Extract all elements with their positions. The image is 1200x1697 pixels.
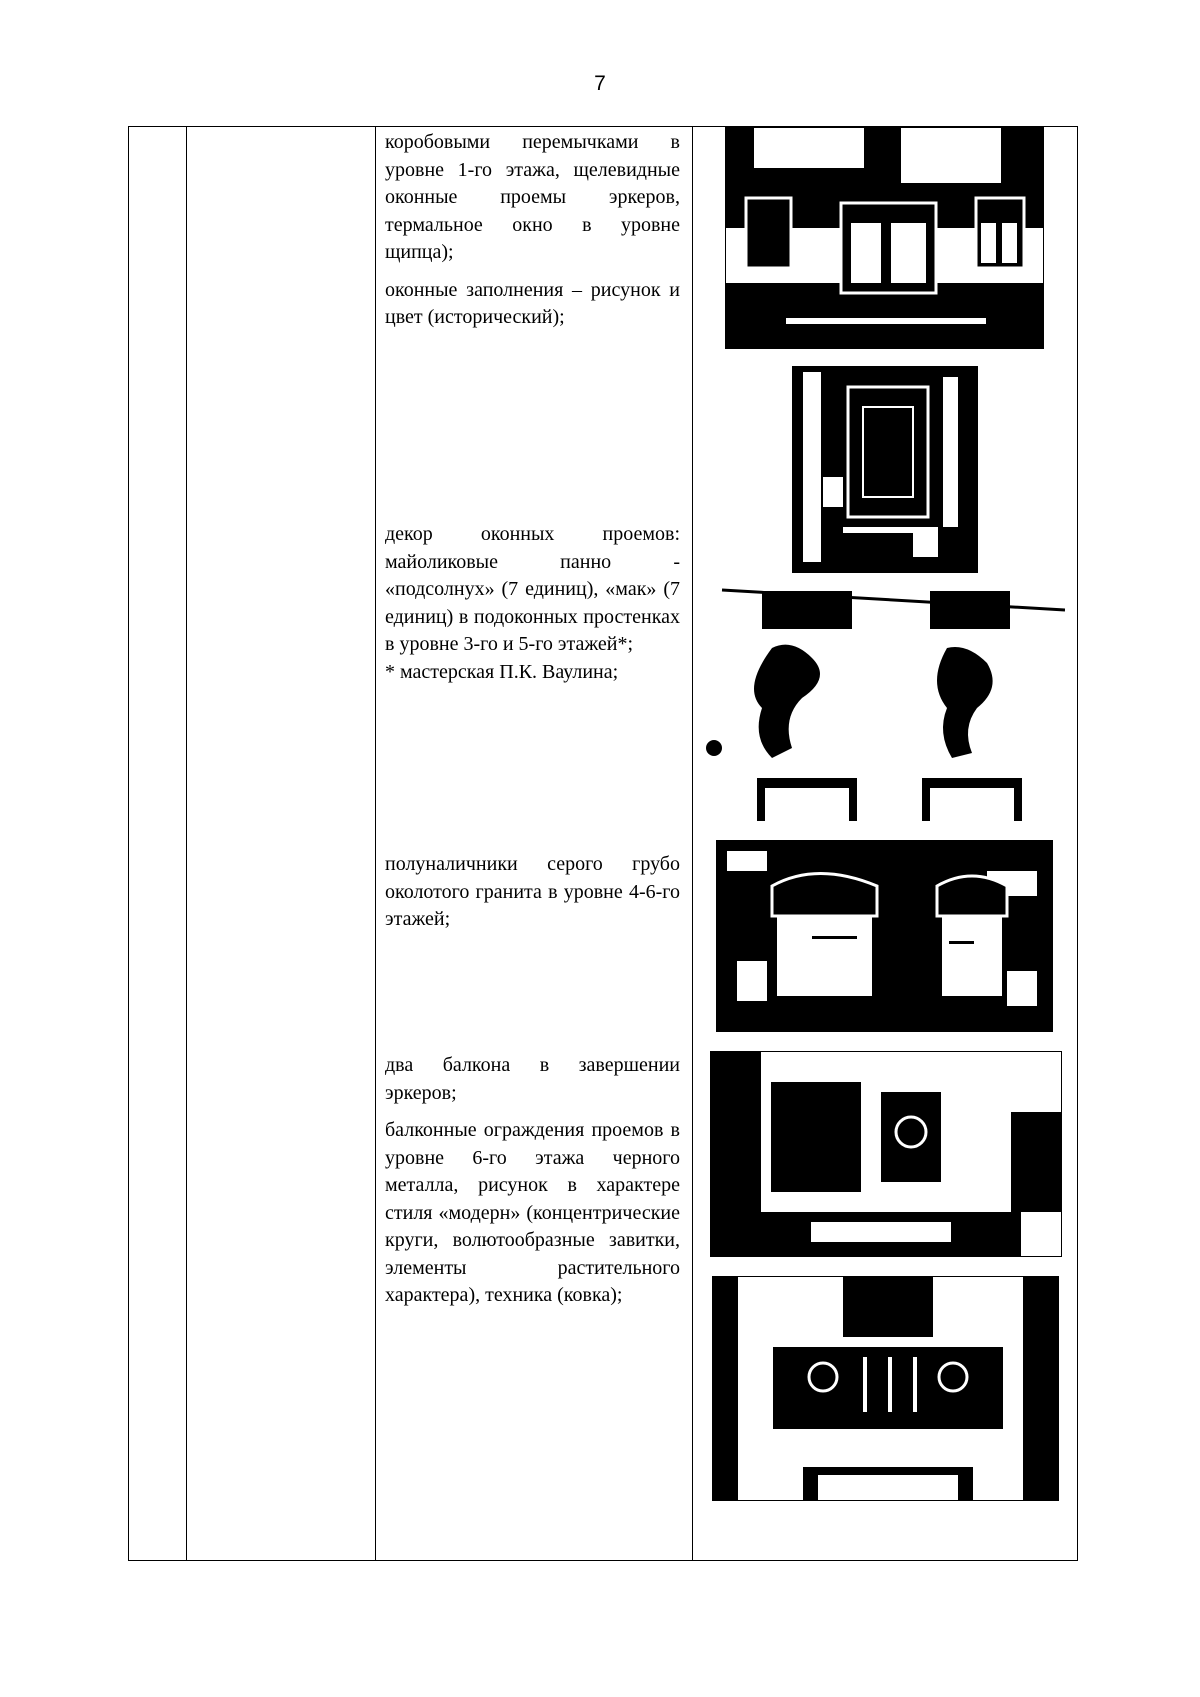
photo-window-detail <box>792 366 978 573</box>
photo-balcony-1 <box>710 1051 1062 1257</box>
paragraph-window-fillings: оконные заполнения – рисунок и цвет (исторический); <box>385 278 680 328</box>
paragraph-window-openings: коробовыми перемычками в уровне 1-го этажа, щелевидные оконные проемы эркеров, термальное окно в уровне щипца); <box>385 131 680 263</box>
page-number: 7 <box>594 72 606 95</box>
text-block-balconies <box>385 1052 680 1320</box>
column-divider-1 <box>186 127 187 1560</box>
column-divider-2 <box>375 127 376 1560</box>
paragraph-balcony-railings: балконные ограждения проемов в уровне 6-го этажа черного металла, рисунок в характере стиля «модерн» (концентрические круги, волютообразные завитки, элементы растительного характера), техника (ковка); <box>385 1119 680 1306</box>
paragraph-two-balconies: два балкона в завершении эркеров; <box>385 1054 680 1104</box>
text-block-windows <box>385 129 680 342</box>
photo-majolica-panels <box>702 588 1065 821</box>
text-block-majolica <box>385 521 680 696</box>
photo-facade-windows <box>725 127 1044 349</box>
text-block-granite <box>385 851 680 944</box>
column-divider-3 <box>692 127 693 1560</box>
photo-granite-surrounds <box>716 840 1053 1032</box>
paragraph-workshop-note: * мастерская П.К. Ваулина; <box>385 660 619 683</box>
paragraph-majolica-panels: декор оконных проемов: майоликовые панно - «подсолнух» (7 единиц), «мак» (7 единиц) в подоконных простенках в уровне 3-го и 5-го этажей*; <box>385 523 680 655</box>
paragraph-granite-surrounds: полуналичники серого грубо околотого гранита в уровне 4-6-го этажей; <box>385 853 680 930</box>
photo-balcony-2 <box>712 1276 1059 1501</box>
